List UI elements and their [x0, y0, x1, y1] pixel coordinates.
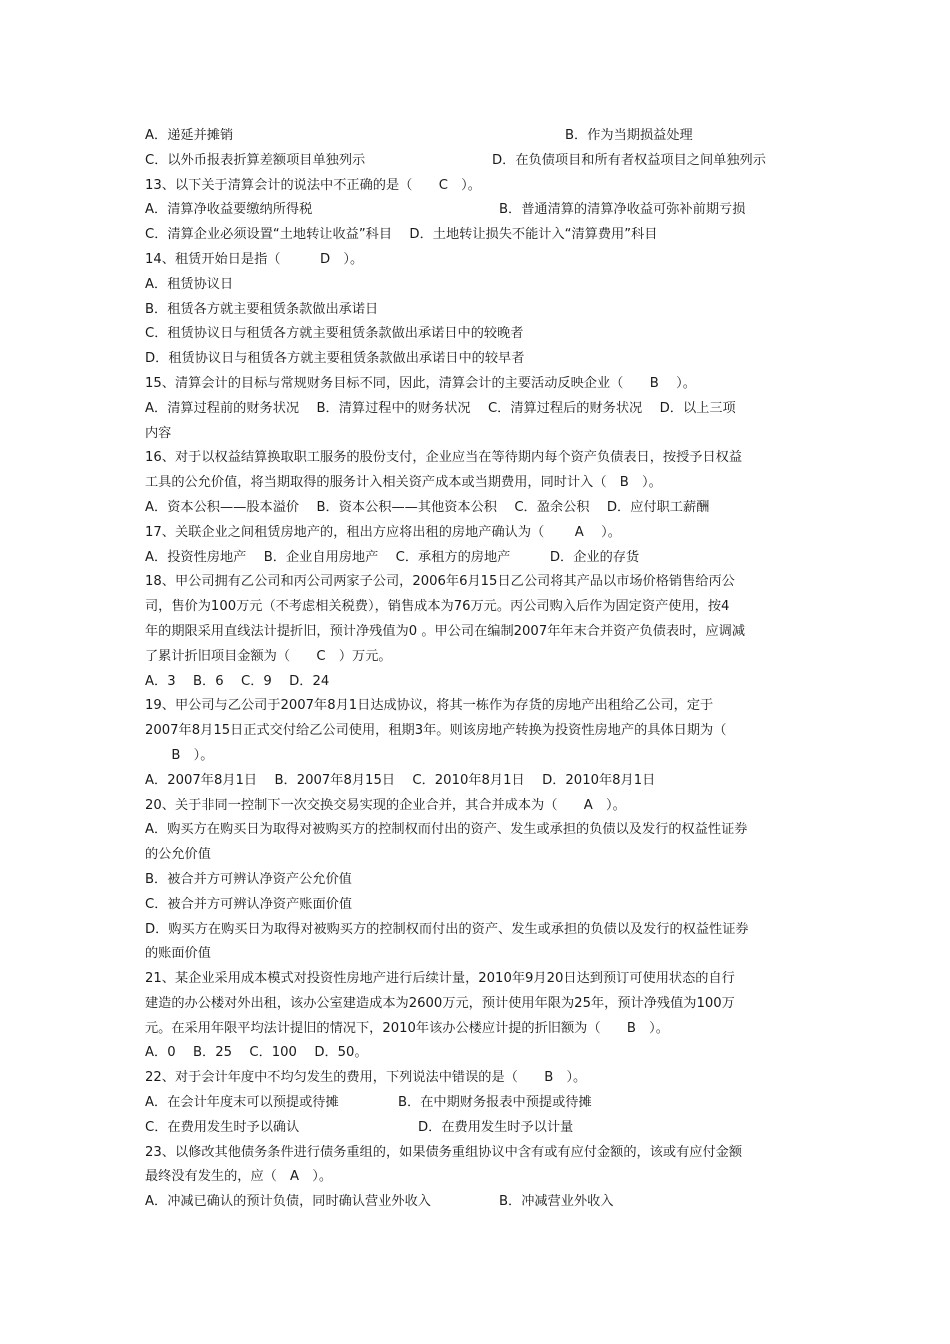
question-16: 16、对于以权益结算换取职工服务的股份支付，企业应当在等待期内每个资产负债表日，按授予日权益 [145, 450, 743, 466]
document-body [145, 124, 807, 1215]
text-line: C．清算企业必须设置“土地转让收益”科目 D．土地转让损失不能计入“清算费用”科目 [145, 227, 658, 243]
text-line: 2007年8月15日正式交付给乙公司使用，租期3年。则该房地产转换为投资性房地产的具体日期为（ [145, 723, 727, 739]
text-line: A．0 B．25 C．100 D．50。 [145, 1045, 368, 1061]
question-13: 13、以下关于清算会计的说法中不正确的是（ C ）。 [145, 177, 481, 193]
text-line: A．2007年8月1日 B．2007年8月15日 C．2010年8月1日 D．2010年8月1日 [145, 772, 656, 788]
text-line: C．在费用发生时予以确认 D．在费用发生时予以计量 [145, 1119, 574, 1135]
question-14: 14、租赁开始日是指（ D ）。 [145, 251, 364, 267]
text-line: 最终没有发生的，应（ A ）。 [145, 1169, 333, 1185]
text-line: A．冲减已确认的预计负债，同时确认营业外收入 B．冲减营业外收入 [145, 1194, 614, 1210]
text-line: B．被合并方可辨认净资产公允价值 [145, 871, 352, 887]
text-line: A．清算净收益要缴纳所得税 B．普通清算的清算净收益可弥补前期亏损 [145, 202, 746, 218]
question-17: 17、关联企业之间租赁房地产的，租出方应将出租的房地产确认为（ A ）。 [145, 524, 621, 540]
text-line: A．在会计年度末可以预提或待摊 B．在中期财务报表中预提或待摊 [145, 1095, 592, 1111]
text-line: A．3 B．6 C．9 D．24 [145, 673, 330, 689]
text-line: C．被合并方可辨认净资产账面价值 [145, 896, 353, 912]
text-line: 的公允价值 [145, 847, 211, 863]
text-line: 的账面价值 [145, 946, 211, 962]
text-line: B ）。 [145, 747, 214, 763]
question-21: 21、某企业采用成本模式对投资性房地产进行后续计量，2010年9月20日达到预订可使用状态的自行 [145, 971, 735, 987]
question-20: 20、关于非同一控制下一次交换交易实现的企业合并，其合并成本为（ A ）。 [145, 797, 626, 813]
text-line: B．租赁各方就主要租赁条款做出承诺日 [145, 301, 379, 317]
text-line: 了累计折旧项目金额为（ C ）万元。 [145, 648, 392, 664]
text-line: C．租赁协议日与租赁各方就主要租赁条款做出承诺日中的较晚者 [145, 326, 524, 342]
text-line: 工具的公允价值，将当期取得的服务计入相关资产成本或当期费用，同时计入（ B ）。 [145, 475, 662, 491]
text-line: A．投资性房地产 B．企业自用房地产 C．承租方的房地产 D．企业的存货 [145, 549, 640, 565]
question-22: 22、对于会计年度中不均匀发生的费用，下列说法中错误的是（ B ）。 [145, 1070, 587, 1086]
text-line: 年的期限采用直线法计提折旧，预计净残值为0 。甲公司在编制2007年年末合并资产负债表时，应调减 [145, 623, 746, 639]
text-line: 司，售价为100万元（不考虑相关税费），销售成本为76万元。丙公司购入后作为固定资产使用，按4 [145, 599, 730, 615]
text-line: A．清算过程前的财务状况 B．清算过程中的财务状况 C．清算过程后的财务状况 D．以上三项 [145, 400, 736, 416]
question-19: 19、甲公司与乙公司于2007年8月1日达成协议，将其一栋作为存货的房地产出租给乙公司，定于 [145, 698, 714, 714]
text-line: A．递延并摊销 B．作为当期损益处理 [145, 128, 693, 143]
text-line: A．购买方在购买日为取得对被购买方的控制权而付出的资产、发生或承担的负债以及发行的权益性证券 [145, 822, 748, 838]
text-line: D．购买方在购买日为取得对被购买方的控制权而付出的资产、发生或承担的负债以及发行的权益性证券 [145, 921, 749, 937]
question-23: 23、以修改其他债务条件进行债务重组的，如果债务重组协议中含有或有应付金额的，该或有应付金额 [145, 1144, 743, 1160]
question-15: 15、清算会计的目标与常规财务目标不同，因此，清算会计的主要活动反映企业（ B ）。 [145, 375, 696, 391]
text-line: A．租赁协议日 [145, 276, 234, 292]
text-line: 内容 [145, 425, 172, 441]
question-18: 18、甲公司拥有乙公司和丙公司两家子公司，2006年6月15日乙公司将其产品以市场价格销售给丙公 [145, 574, 735, 590]
text-line: C．以外币报表折算差额项目单独列示 D．在负债项目和所有者权益项目之间单独列示 [145, 152, 766, 168]
text-line: 建造的办公楼对外出租，该办公室建造成本为2600万元，预计使用年限为25年，预计净残值为100万 [145, 995, 735, 1011]
text-line: 元。在采用年限平均法计提旧的情况下，2010年该办公楼应计提的折旧额为（ B ）。 [145, 1020, 669, 1036]
text-line: A．资本公积——股本溢价 B．资本公积——其他资本公积 C．盈余公积 D．应付职工薪酬 [145, 499, 710, 515]
text-line: D．租赁协议日与租赁各方就主要租赁条款做出承诺日中的较早者 [145, 351, 525, 367]
